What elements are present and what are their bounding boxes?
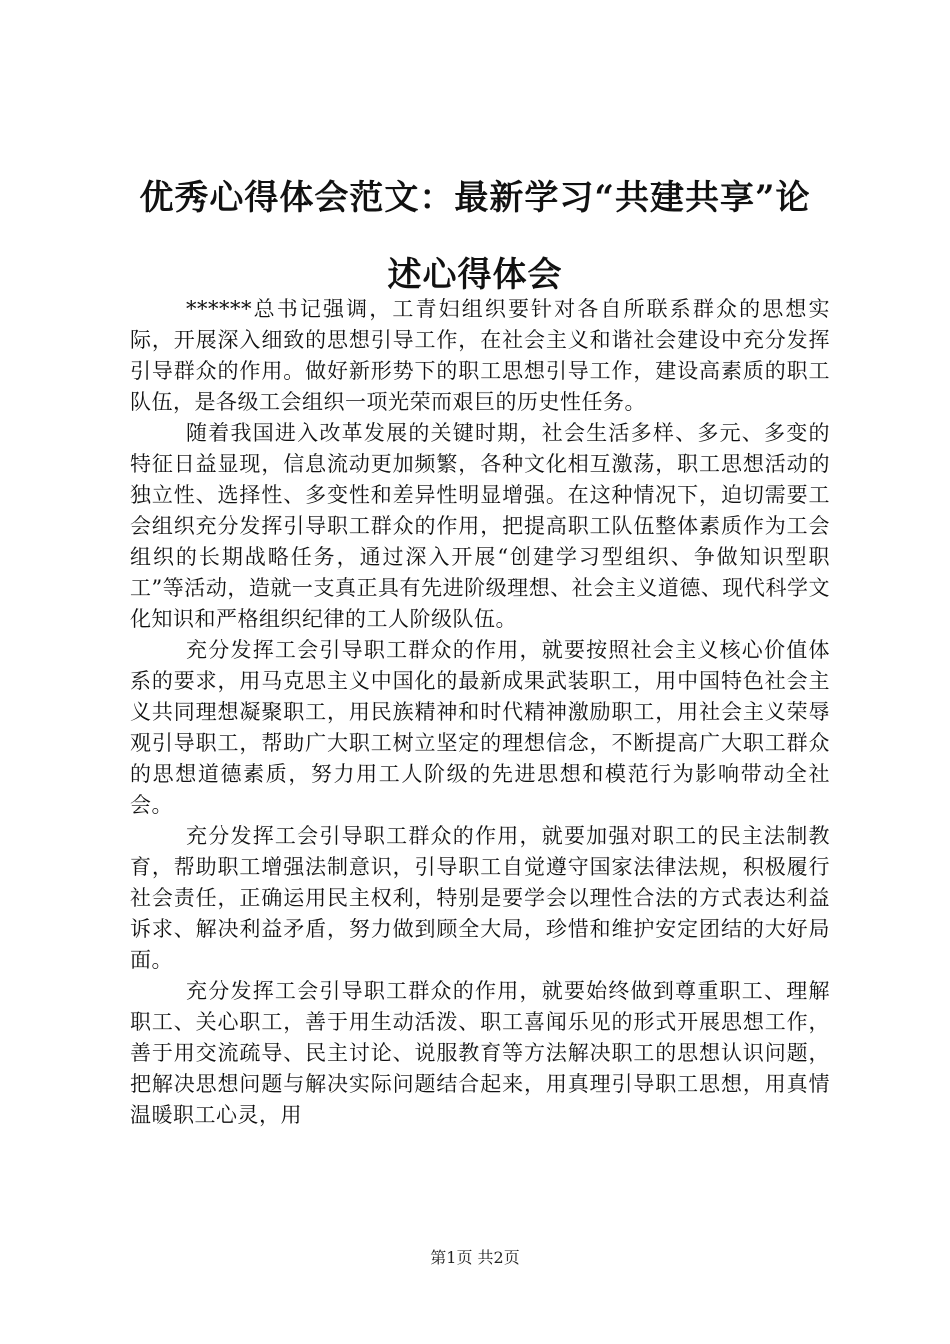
document-body <box>130 294 830 1131</box>
paragraph-4: 充分发挥工会引导职工群众的作用，就要加强对职工的民主法制教育，帮助职工增强法制意识，引导职工自觉遵守国家法律法规，积极履行社会责任，正确运用民主权利，特别是要学会以理性合法的方式表达利益诉求、解决利益矛盾，努力做到顾全大局，珍惜和维护安定团结的大好局面。 <box>130 824 830 972</box>
paragraph-2: 随着我国进入改革发展的关键时期，社会生活多样、多元、多变的特征日益显现，信息流动更加频繁，各种文化相互激荡，职工思想活动的独立性、选择性、多变性和差异性明显增强。在这种情况下，迫切需要工会组织充分发挥引导职工群众的作用，把提高职工队伍整体素质作为工会组织的长期战略任务，通过深入开展“创建学习型组织、争做知识型职工”等活动，造就一支真正具有先进阶级理想、社会主义道德、现代科学文化知识和严格组织纪律的工人阶级队伍。 <box>130 421 830 631</box>
title-line-1: 优秀心得体会范文：最新学习“共建共享”论 <box>139 178 811 218</box>
page-footer: 第1页 共2页 <box>430 1248 520 1267</box>
paragraph-5: 充分发挥工会引导职工群众的作用，就要始终做到尊重职工、理解职工、关心职工，善于用生动活泼、职工喜闻乐见的形式开展思想工作，善于用交流疏导、民主讨论、说服教育等方法解决职工的思想认识问题，把解决思想问题与解决实际问题结合起来，用真理引导职工思想，用真情温暖职工心灵，用 <box>130 979 830 1127</box>
paragraph-1: ******总书记强调，工青妇组织要针对各自所联系群众的思想实际，开展深入细致的思想引导工作，在社会主义和谐社会建设中充分发挥引导群众的作用。做好新形势下的职工思想引导工作，建设高素质的职工队伍，是各级工会组织一项光荣而艰巨的历史性任务。 <box>130 297 830 414</box>
paragraph-3: 充分发挥工会引导职工群众的作用，就要按照社会主义核心价值体系的要求，用马克思主义中国化的最新成果武装职工，用中国特色社会主义共同理想凝聚职工，用民族精神和时代精神激励职工，用社会主义荣辱观引导职工，帮助广大职工树立坚定的理想信念，不断提高广大职工群众的思想道德素质，努力用工人阶级的先进思想和模范行为影响带动全社会。 <box>130 638 830 817</box>
title-line-2: 述心得体会 <box>387 255 563 295</box>
document-title <box>120 160 830 314</box>
